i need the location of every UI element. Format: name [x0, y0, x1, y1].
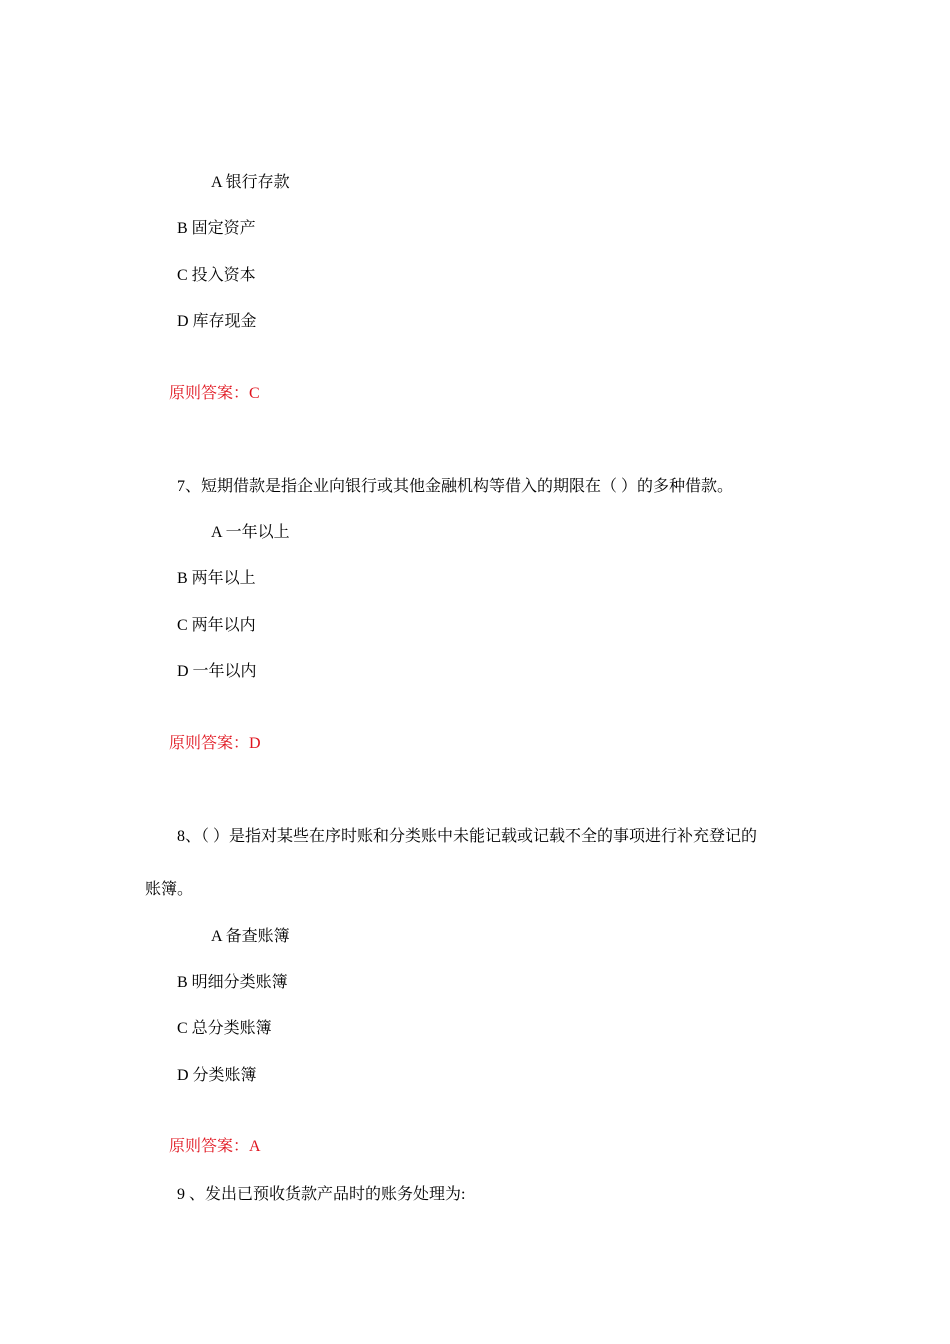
q6-option-a: A 银行存款 — [211, 174, 290, 191]
q7-option-b: B 两年以上 — [177, 570, 256, 587]
q6-answer: 原则答案：C — [169, 385, 260, 402]
q6-option-d: D 库存现金 — [177, 313, 257, 330]
q8-option-d: D 分类账簿 — [177, 1067, 257, 1084]
q8-question-line2: 账簿。 — [145, 881, 194, 898]
q8-option-a: A 备查账簿 — [211, 928, 290, 945]
q6-option-c: C 投入资本 — [177, 267, 256, 284]
q8-option-c: C 总分类账簿 — [177, 1020, 272, 1037]
q8-option-b: B 明细分类账簿 — [177, 974, 288, 991]
q7-option-d: D 一年以内 — [177, 663, 257, 680]
q9-question: 9 、发出已预收货款产品时的账务处理为: — [177, 1186, 466, 1203]
q7-question: 7、短期借款是指企业向银行或其他金融机构等借入的期限在（ ）的多种借款。 — [177, 478, 734, 495]
q8-question-line1: 8、（ ）是指对某些在序时账和分类账中未能记载或记载不全的事项进行补充登记的 — [177, 828, 758, 845]
q8-answer: 原则答案：A — [169, 1138, 261, 1155]
q6-option-b: B 固定资产 — [177, 220, 256, 237]
q7-option-c: C 两年以内 — [177, 617, 256, 634]
q7-option-a: A 一年以上 — [211, 524, 290, 541]
q7-answer: 原则答案：D — [169, 735, 261, 752]
